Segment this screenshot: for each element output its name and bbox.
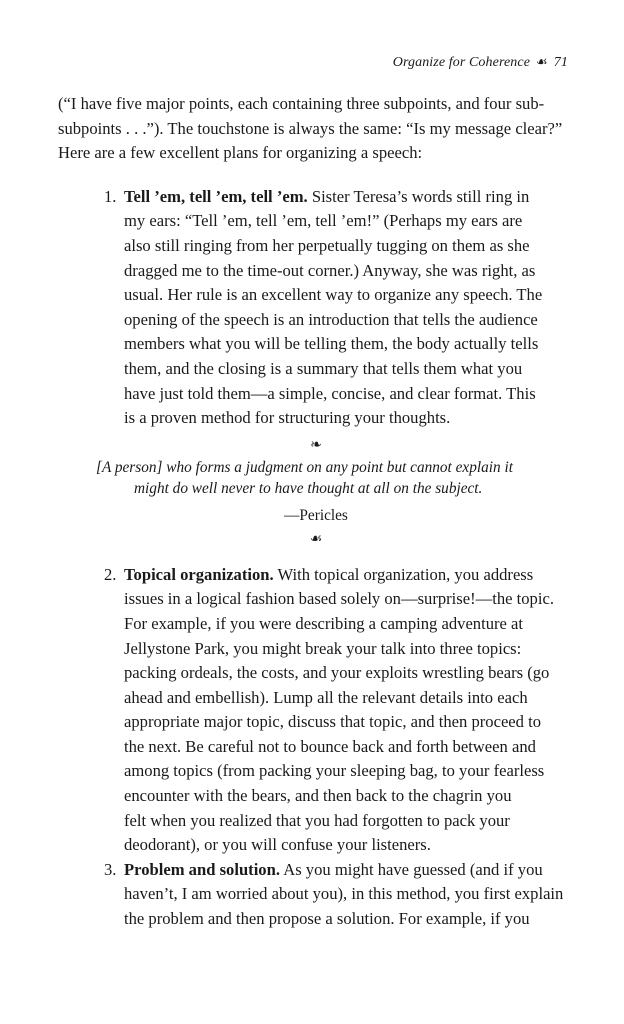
quote-line: might do well never to have thought at all on the subject.: [134, 479, 483, 497]
running-head: [393, 54, 568, 71]
text-line: members what you will be telling them, the body actually tells: [124, 334, 539, 354]
text-line: packing ordeals, the costs, and your exploits wrestling bears (go: [124, 663, 550, 683]
fleuron-icon: ❧: [310, 437, 322, 453]
fleuron-icon: ☙: [309, 531, 323, 547]
text-line: the next. Be careful not to bounce back and forth between and: [124, 736, 536, 756]
list-item: [58, 858, 574, 932]
item-heading: Topical organization.: [124, 564, 274, 584]
text-line: the problem and then propose a solution. For example, if you: [124, 909, 530, 929]
text-line: usual. Her rule is an excellent way to organize any speech. The: [124, 285, 543, 305]
text-line: opening of the speech is an introduction that tells the audience: [124, 309, 538, 329]
text-line: appropriate major topic, discuss that topic, and then proceed to: [124, 712, 542, 732]
text-line: Jellystone Park, you might break your talk into three topics:: [124, 638, 522, 658]
text-line: also still ringing from her perpetually tugging on them as she: [124, 235, 530, 255]
text-line: encounter with the bears, and then back to the chagrin you: [124, 786, 512, 806]
body-text: [58, 92, 574, 932]
item-number: 1.: [104, 186, 117, 206]
pull-quote: [58, 435, 574, 551]
item-number: 3.: [104, 859, 117, 879]
text-line: is a proven method for structuring your thoughts.: [124, 408, 451, 428]
text-line: among topics (from packing your sleeping bag, to your fearless: [124, 761, 545, 781]
text-line: dragged me to the time-out corner.) Anyway, she was right, as: [124, 260, 536, 280]
text-line: Here are a few excellent plans for organizing a speech:: [58, 143, 423, 163]
text-line: my ears: “Tell ’em, tell ’em, tell ’em!” (Perhaps my ears are: [124, 211, 523, 231]
quote-line: [A person] who forms a judgment on any point but cannot explain it: [96, 458, 513, 476]
list-item: [58, 563, 574, 858]
item-heading: Problem and solution.: [124, 859, 280, 879]
page-number: 71: [553, 55, 568, 70]
text-line: subpoints . . .”). The touchstone is always the same: “Is my message clear?”: [58, 118, 563, 138]
text-line: For example, if you were describing a camping adventure at: [124, 613, 524, 633]
text-line: ahead and embellish). Lump all the relevant details into each: [124, 687, 528, 707]
text-line: deodorant), or you will confuse your listeners.: [124, 835, 431, 855]
intro-paragraph: [58, 92, 574, 166]
text-line: haven’t, I am worried about you), in this method, you first explain: [124, 884, 564, 904]
text-line: As you might have guessed (and if you: [279, 859, 543, 879]
text-line: them, and the closing is a summary that tells them what you: [124, 358, 523, 378]
text-line: have just told them—a simple, concise, and clear format. This: [124, 383, 536, 403]
text-line: Sister Teresa’s words still ring in: [307, 186, 530, 206]
text-line: (“I have five major points, each containing three subpoints, and four sub-: [58, 94, 545, 113]
ornament-icon: ☙: [536, 54, 548, 69]
list-item: [58, 185, 574, 431]
text-line: issues in a logical fashion based solely on—surprise!—the topic.: [124, 589, 554, 609]
chapter-title: Organize for Coherence: [392, 55, 531, 70]
item-heading: Tell ’em, tell ’em, tell ’em.: [124, 186, 308, 206]
text-line: With topical organization, you address: [273, 564, 534, 584]
quote-attribution: —Pericles: [284, 506, 348, 524]
item-number: 2.: [104, 564, 117, 584]
text-line: felt when you realized that you had forgotten to pack your: [124, 810, 510, 830]
